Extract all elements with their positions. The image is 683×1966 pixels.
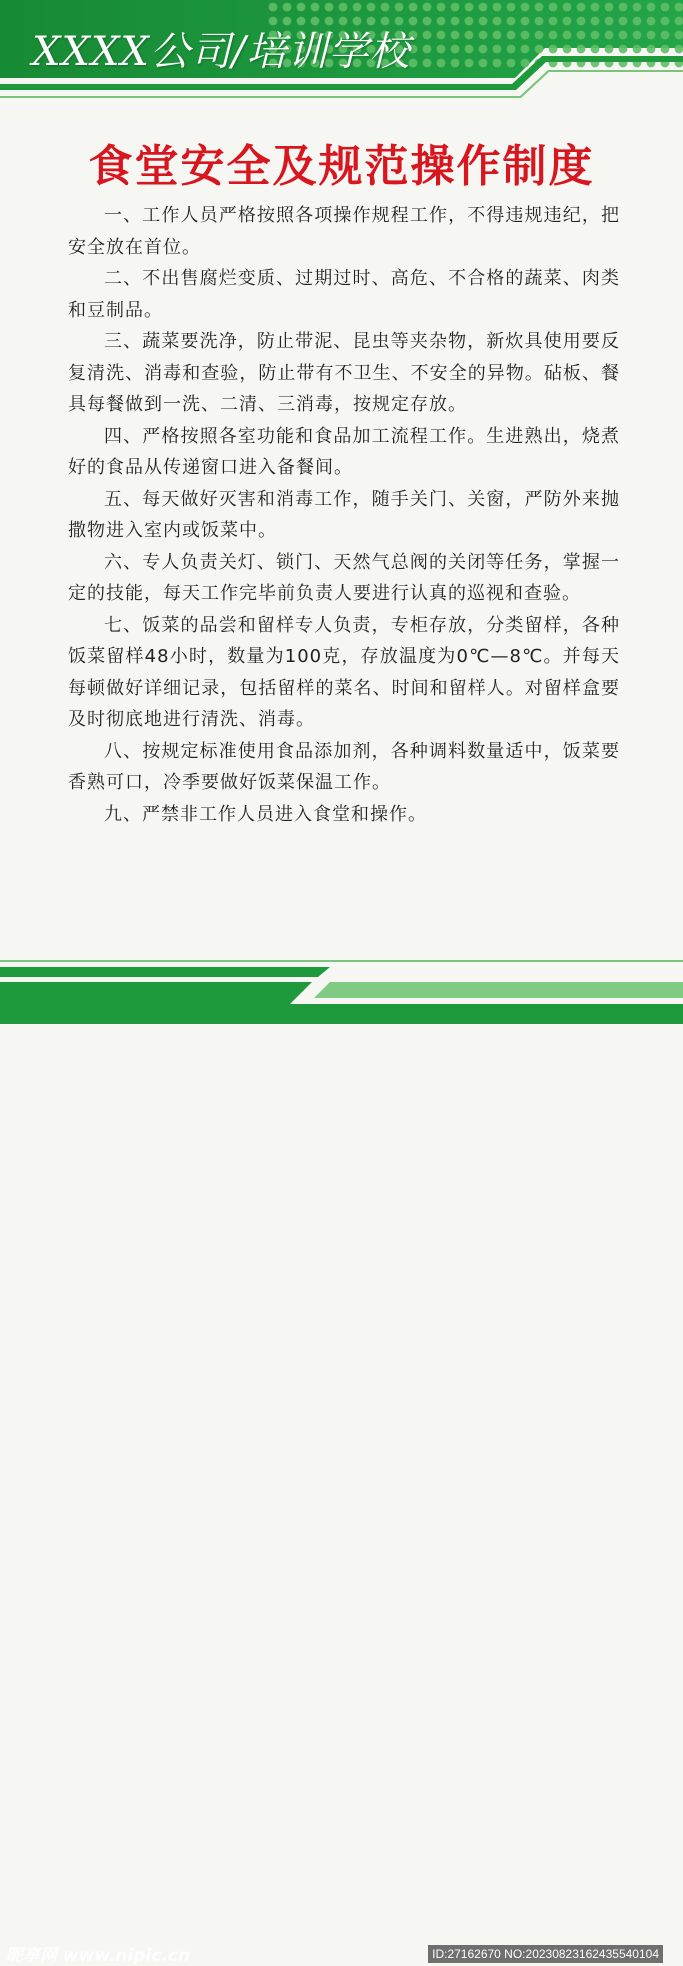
page-title: 食堂安全及规范操作制度 — [88, 141, 595, 192]
rules-content — [68, 200, 620, 830]
header-banner — [0, 0, 683, 110]
rule-item-3: 三、蔬菜要洗净，防止带泥、昆虫等夹杂物，新炊具使用要反复清洗、消毒和查验，防止带有不卫生、不安全的异物。砧板、餐具每餐做到一洗、二清、三消毒，按规定存放。 — [68, 331, 620, 415]
school-name: XXXX公司/培训学校 — [32, 29, 411, 75]
footer-graphic — [0, 958, 683, 1024]
rule-item-2: 二、不出售腐烂变质、过期过时、高危、不合格的蔬菜、肉类和豆制品。 — [68, 268, 620, 321]
rule-item-4: 四、严格按照各室功能和食品加工流程工作。生进熟出，烧煮好的食品从传递窗口进入备餐间。 — [68, 425, 620, 478]
rule-item-8: 八、按规定标准使用食品添加剂，各种调料数量适中，饭菜要香熟可口，冷季要做好饭菜保温工作。 — [68, 740, 620, 793]
rule-item-7: 七、饭菜的品尝和留样专人负责，专柜存放，分类留样，各种饭菜留样48小时，数量为100克，存放温度为0℃—8℃。并每天每顿做好详细记录，包括留样的菜名、时间和留样人。对留样盒要及时彻底地进行清洗、消毒。 — [68, 614, 620, 730]
image-id-label: ID:27162670 NO:20230823162435540104 — [428, 1945, 663, 1963]
footer-thin-stripe — [0, 960, 683, 962]
rule-item-9: 九、严禁非工作人员进入食堂和操作。 — [104, 803, 427, 825]
watermark-text: 昵享网 www.nipic.cn — [6, 1946, 191, 1966]
footer-light-band — [314, 982, 683, 998]
footer-accent-stripe — [0, 967, 330, 977]
rule-item-6: 六、专人负责关灯、锁门、天然气总阀的关闭等任务，掌握一定的技能，每天工作完毕前负责人要进行认真的巡视和查验。 — [68, 551, 620, 604]
rule-item-5: 五、每天做好灭害和消毒工作，随手关门、关窗，严防外来抛撒物进入室内或饭菜中。 — [68, 488, 620, 541]
footer-banner — [0, 958, 683, 1966]
rule-item-1: 一、工作人员严格按照各项操作规程工作，不得违规违纪，把安全放在首位。 — [68, 205, 620, 258]
